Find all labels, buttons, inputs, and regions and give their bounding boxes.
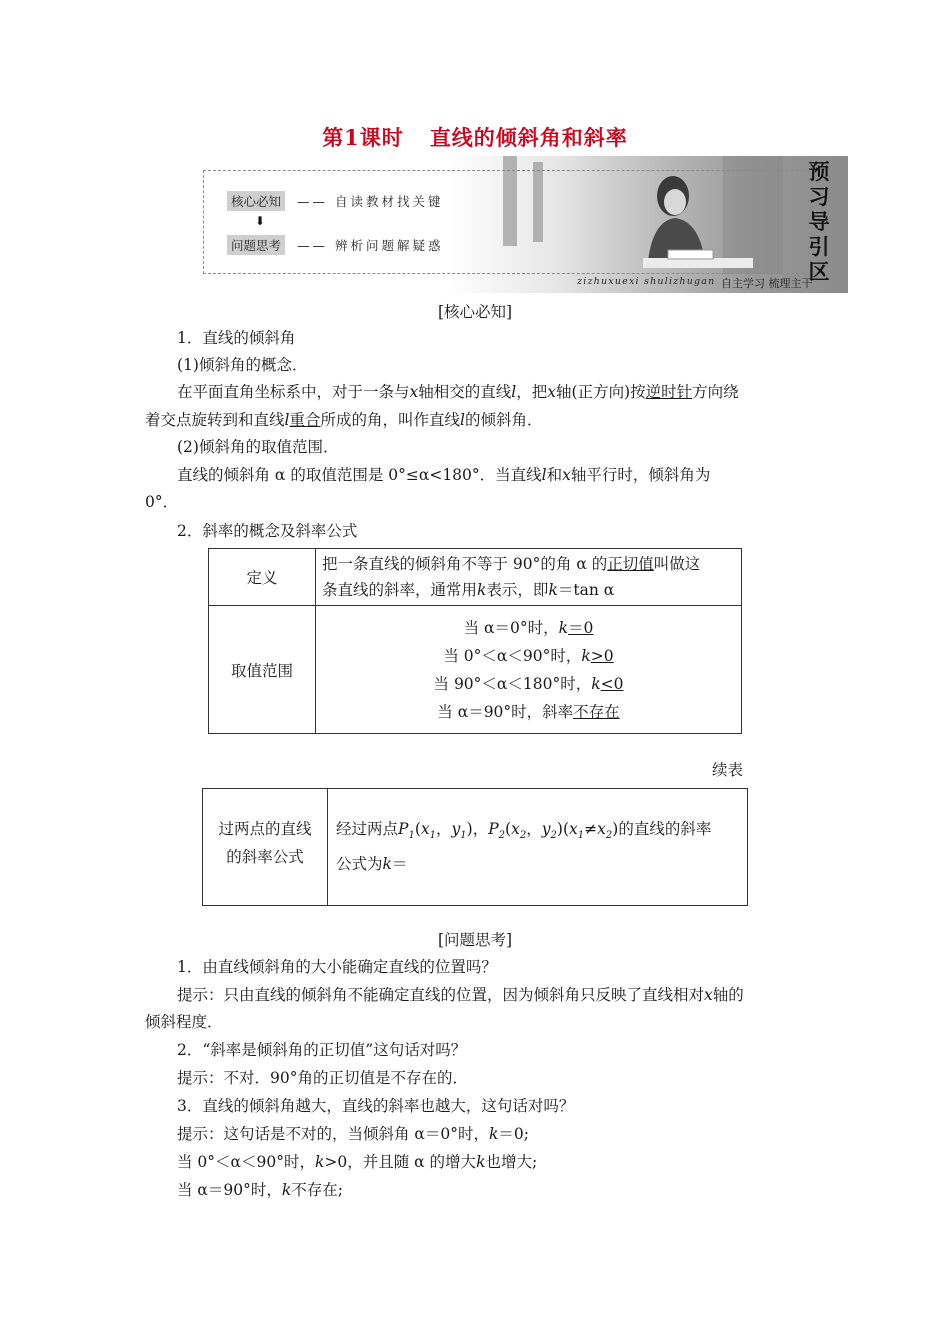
subheading-range: (2)倾斜角的取值范围．	[177, 438, 339, 456]
fill-answer: 正切值	[607, 555, 654, 573]
question-2: 2．“斜率是倾斜角的正切值”这句话对吗？	[177, 1041, 467, 1059]
table-row	[209, 549, 742, 606]
var-k: k	[548, 581, 558, 599]
formula-line2	[336, 850, 739, 878]
paragraph-range-line1	[177, 465, 710, 485]
fill-answer: ＝0	[568, 618, 594, 637]
section-header-questions: [问题思考]	[437, 931, 513, 949]
table-cell-formula	[328, 789, 748, 906]
var-l: l	[541, 466, 547, 484]
text: 叫做这	[653, 555, 701, 573]
var-x2: $x_2$	[597, 820, 613, 842]
section-header-core: [核心必知]	[437, 303, 513, 321]
var-k: k	[281, 1181, 292, 1199]
text: 经过两点	[336, 820, 399, 838]
continued-label: 续表	[712, 761, 744, 779]
range-line	[317, 642, 740, 670]
text: ＝tan α	[557, 581, 615, 599]
var-k: k	[382, 855, 392, 874]
text: 表示，即	[486, 581, 549, 599]
tag-core-knowledge: 核心必知	[227, 191, 285, 211]
text: ＝	[391, 855, 408, 874]
text: 轴平行时，倾斜角为	[570, 466, 711, 484]
preview-banner	[203, 156, 848, 293]
slope-table	[208, 548, 742, 734]
text: 的直线的斜率	[618, 820, 712, 838]
text: 当 α＝90°时，	[177, 1181, 282, 1199]
table-cell-definition	[316, 549, 742, 606]
fill-answer: 不存在	[573, 702, 620, 721]
text: ＝0;	[498, 1125, 530, 1143]
var-y2: $y_2$	[541, 820, 557, 842]
var-x1: $x_1$	[569, 820, 585, 842]
var-x: x	[704, 986, 713, 1004]
var-x1: $x_1$	[420, 820, 437, 842]
fill-answer: 逆时针	[645, 383, 693, 401]
text: ，把	[516, 383, 548, 401]
heading-slope: 2．斜率的概念及斜率公式	[177, 522, 358, 540]
definition-line2	[322, 577, 735, 603]
text: 直线的倾斜角 α 的取值范围是 0°	[177, 466, 406, 484]
vertical-char: 引	[808, 235, 830, 259]
text: 所成的角，叫作直线	[320, 411, 461, 429]
answer-3-line2	[177, 1152, 537, 1172]
var-x: x	[547, 383, 557, 401]
table-row	[209, 606, 742, 734]
text: 把一条直线的倾斜角不等于 90°的角 α 的	[322, 555, 608, 573]
text: 着交点旋转到和直线	[145, 411, 285, 429]
paragraph-definition-line1	[177, 382, 739, 402]
table-cell-label: 取值范围	[209, 606, 316, 734]
var-x2: $x_2$	[511, 820, 527, 842]
table-cell-range	[316, 606, 742, 734]
text: 的倾斜角．	[464, 411, 543, 429]
paragraph-definition-line2	[145, 410, 543, 430]
var-k: k	[477, 581, 487, 599]
banner-pinyin: zizhuxuexi shulizhugan	[577, 276, 716, 287]
text: 轴的	[712, 986, 744, 1004]
label-line: 的斜率公式	[226, 848, 304, 866]
text: 提示：这句话是不对的，当倾斜角 α＝0°时，	[177, 1125, 490, 1143]
table-row	[203, 789, 748, 906]
banner-subtitle: 自主学习 梳理主干	[721, 277, 813, 290]
two-point-slope-table	[202, 788, 748, 906]
vertical-char: 习	[808, 185, 830, 209]
var-x: x	[409, 383, 419, 401]
answer-3-line3	[177, 1180, 343, 1200]
formula-line1: 经过两点$P_1(x_1$，$y_1$)，$P_2(x_2$，$y_2)(x_1\ne x_2)$的直线的斜率	[336, 820, 712, 842]
text: 不存在;	[291, 1181, 344, 1199]
text: 当 0°＜α＜90°时，	[443, 646, 582, 665]
text: 轴(正方向)按	[556, 383, 646, 401]
answer-1-line2: 倾斜程度．	[145, 1013, 223, 1031]
text: ≤α<180°．当直线	[405, 466, 542, 484]
var-k: k	[591, 674, 601, 693]
subheading-concept: (1)倾斜角的概念．	[177, 356, 308, 374]
tag-question-thinking-text: —— 辨析问题解疑惑	[297, 238, 444, 253]
page-title	[0, 122, 950, 152]
text: 当 90°＜α＜180°时，	[433, 674, 592, 693]
text: 轴相交的直线	[418, 383, 512, 401]
var-k: k	[558, 618, 569, 637]
vertical-char: 导	[808, 210, 830, 234]
banner-vertical-title	[799, 160, 839, 285]
var-x: x	[562, 466, 571, 484]
fill-answer: >0	[590, 646, 614, 665]
text: >0，并且随 α 的增大	[324, 1153, 477, 1171]
answer-1-line1	[177, 985, 744, 1005]
range-line	[317, 670, 740, 698]
answer-2: 提示：不对．90°角的正切值是不存在的．	[177, 1069, 468, 1087]
arrow-down-icon: ⬇	[255, 214, 266, 228]
label-line: 过两点的直线	[218, 820, 312, 838]
text: 在平面直角坐标系中，对于一条与	[177, 383, 410, 401]
tag-question-thinking: 问题思考	[227, 235, 285, 255]
fill-answer: 重合	[289, 411, 321, 429]
table-cell-label: 定义	[209, 549, 316, 606]
var-l: l	[511, 383, 517, 401]
text: 条直线的斜率，通常用	[322, 581, 478, 599]
var-k: k	[489, 1125, 499, 1143]
text: 提示：只由直线的倾斜角不能确定直线的位置，因为倾斜角只反映了直线相对	[177, 986, 705, 1004]
lesson-title: 直线的倾斜角和斜率	[429, 125, 628, 150]
text: 当 α＝90°时，斜率	[437, 702, 574, 721]
var-l: l	[284, 411, 290, 429]
fill-answer: <0	[600, 674, 624, 693]
text: 也增大;	[485, 1153, 538, 1171]
lesson-number: 第1课时	[322, 125, 404, 150]
heading-inclination-angle: 1．直线的倾斜角	[177, 329, 296, 347]
answer-3-line1	[177, 1124, 529, 1144]
var-l: l	[460, 411, 465, 429]
vertical-char: 预	[808, 160, 830, 184]
definition-line1	[322, 551, 735, 577]
table-cell-label	[203, 789, 328, 906]
range-line	[317, 614, 740, 642]
text: 当 α＝0°时，	[463, 618, 559, 637]
var-k: k	[581, 646, 591, 665]
var-k: k	[476, 1153, 486, 1171]
question-1: 1．由直线倾斜角的大小能确定直线的位置吗？	[177, 958, 497, 976]
point-p1: $P_1$	[398, 820, 415, 842]
paragraph-range-line2: 0°．	[145, 493, 179, 511]
var-y1: $y_1$	[451, 820, 467, 842]
text: 和	[546, 466, 563, 484]
tag-core-knowledge-text: —— 自读教材找关键	[297, 194, 444, 209]
range-line	[317, 698, 740, 726]
question-3: 3．直线的倾斜角越大，直线的斜率也越大，这句话对吗？	[177, 1097, 575, 1115]
text: 当 0°＜α＜90°时，	[177, 1153, 315, 1171]
text: 公式为	[336, 855, 383, 874]
vertical-char: 区	[808, 260, 830, 284]
text: 方向绕	[692, 383, 739, 401]
point-p2: $P_2$	[488, 820, 506, 842]
var-k: k	[314, 1153, 325, 1171]
banner-dashed-frame	[203, 170, 804, 274]
